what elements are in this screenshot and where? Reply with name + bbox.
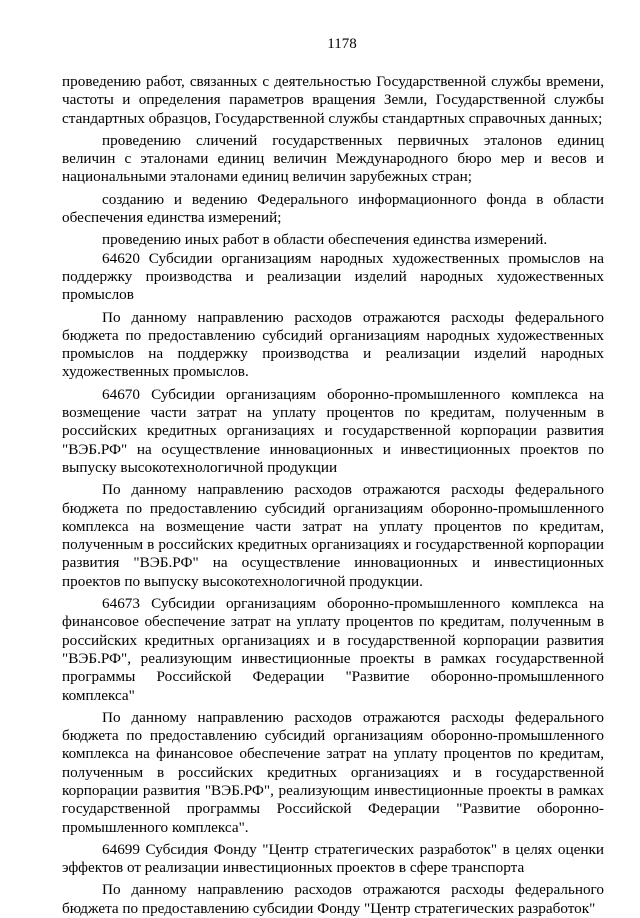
section-heading-64670: 64670 Субсидии организациям оборонно-промышленного комплекса на возмещение части затрат на уплату процентов по кредитам, полученным в российских кредитных организациях и государственной корпорации развития "ВЭБ.РФ" на осуществление инновационных и инвестиционных проектов по выпуску высокотехнологичной продукции <box>62 385 604 476</box>
page-number: 1178 <box>327 36 357 52</box>
paragraph: По данному направлению расходов отражаются расходы федерального бюджета по предоставлению субсидий организациям оборонно-промышленного комплекса на возмещение части затрат на уплату процентов по кредитам, полученным в российских кредитных организациях и государственной корпорации развития "ВЭБ.РФ" на осуществление инновационных и инвестиционных проектов по выпуску высокотехнологичной продукции. <box>62 481 604 590</box>
paragraph: По данному направлению расходов отражаются расходы федерального бюджета по предоставлению субсидий организациям оборонно-промышленного комплекса на финансовое обеспечение затрат на уплату процентов по кредитам, полученным в российских кредитных организациях и в государственной корпорации развития "ВЭБ.РФ", реализующим инвестиционные проекты в рамках государственной программы Российской Федерации "Развитие оборонно-промышленного комплекса". <box>62 708 604 836</box>
paragraph: проведению сличений государственных первичных эталонов единиц величин с эталонами единиц величин Международного бюро мер и весов и национальными эталонами единиц величин зарубежных стран; <box>62 131 604 186</box>
paragraph: проведению иных работ в области обеспечения единства измерений. <box>102 231 548 249</box>
paragraph: По данному направлению расходов отражаются расходы федерального бюджета по предоставлению субсидий организациям народных художественных промыслов на поддержку производства и реализации изделий народных художественных промыслов. <box>62 308 604 381</box>
paragraph: проведению работ, связанных с деятельностью Государственной службы времени, частоты и определения параметров вращения Земли, Государственной службы стандартных образцов, Государственной службы стандартных справочных данных; <box>62 73 604 127</box>
section-heading-64699: 64699 Субсидия Фонду "Центр стратегических разработок" в целях оценки эффектов от реализации инвестиционных проектов в сфере транспорта <box>62 840 604 877</box>
section-heading-64620: 64620 Субсидии организациям народных художественных промыслов на поддержку производства и реализации изделий народных художественных промыслов <box>62 249 604 304</box>
section-heading-64673: 64673 Субсидии организациям оборонно-промышленного комплекса на финансовое обеспечение затрат на уплату процентов по кредитам, полученным в российских кредитных организациях и в государственной корпорации развития "ВЭБ.РФ", реализующим инвестиционные проекты в рамках государственной программы Российской Федерации "Развитие оборонно-промышленного комплекса" <box>62 595 604 704</box>
paragraph: По данному направлению расходов отражаются расходы федерального бюджета по предоставлению субсидии Фонду "Центр стратегических разработок" <box>62 881 604 917</box>
paragraph: созданию и ведению Федерального информационного фонда в области обеспечения единства измерений; <box>62 190 604 227</box>
